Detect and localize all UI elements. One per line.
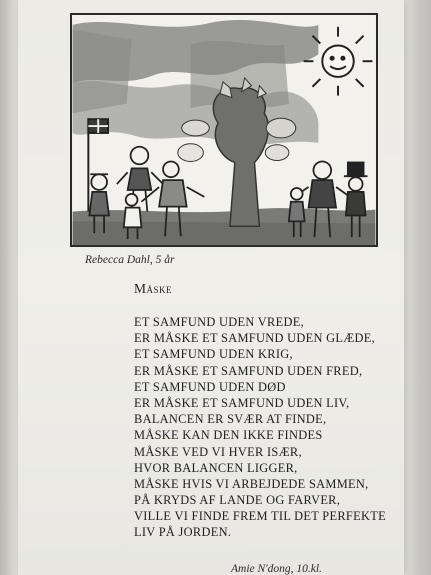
- poem-line: ET SAMFUND UDEN KRIG,: [134, 347, 293, 362]
- page-edge-right: [401, 0, 431, 575]
- drawing-illustration: [72, 15, 376, 245]
- poem-line: HVOR BALANCEN LIGGER,: [134, 460, 298, 475]
- poem-line: PÅ KRYDS AF LANDE OG FARVER,: [134, 493, 341, 508]
- poem-author: Amie N'dong, 10.kl.: [231, 563, 322, 575]
- poem-line: LIV PÅ JORDEN.: [134, 525, 232, 540]
- poem-line: ET SAMFUND UDEN DØD: [134, 379, 286, 394]
- poem-line: ER MÅSKE ET SAMFUND UDEN GLÆDE,: [134, 331, 376, 346]
- poem-line: ER MÅSKE ET SAMFUND UDEN FRED,: [134, 363, 363, 378]
- child-drawing: [70, 13, 378, 247]
- poem-title: Måske: [134, 281, 173, 296]
- poem-body: [134, 314, 394, 541]
- poem-line: MÅSKE KAN DEN IKKE FINDES: [134, 428, 323, 443]
- drawing-caption: Rebecca Dahl, 5 år: [85, 254, 175, 266]
- book-page: [18, 0, 404, 575]
- poem-line: ER MÅSKE ET SAMFUND UDEN LIV,: [134, 395, 350, 410]
- poem-line: ET SAMFUND UDEN VREDE,: [134, 315, 304, 329]
- poem-line: BALANCEN ER SVÆR AT FINDE,: [134, 412, 327, 427]
- poem-line: MÅSKE HVIS VI ARBEJDEDE SAMMEN,: [134, 476, 369, 491]
- poem-line: VILLE VI FINDE FREM TIL DET PERFEKTE: [134, 509, 386, 524]
- poem-line: MÅSKE VED VI HVER ISÆR,: [134, 444, 302, 459]
